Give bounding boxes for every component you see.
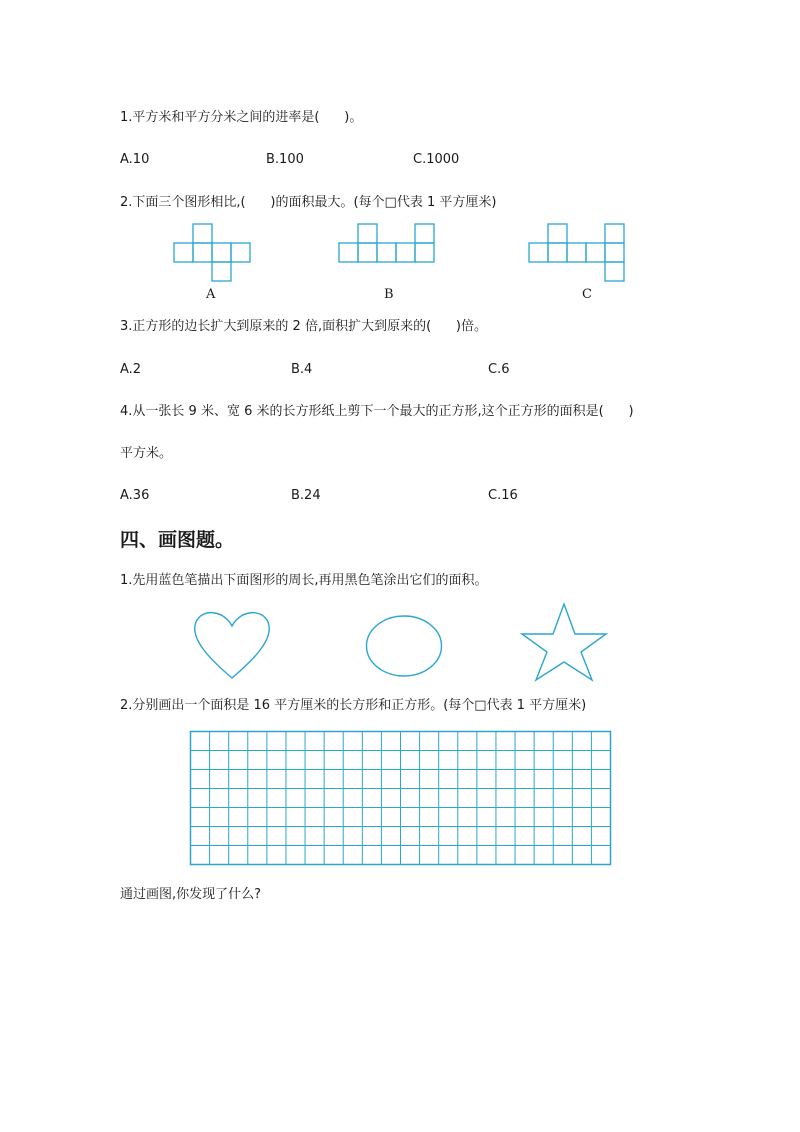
q4-text-line1: 4.从一张长 9 米、宽 6 米的长方形纸上剪下一个最大的正方形,这个正方形的面积是( ) (120, 404, 634, 419)
d1-text: 1.先用蓝色笔描出下面图形的周长,再用黑色笔涂出它们的面积。 (120, 573, 488, 588)
q3-option-c: C.6 (488, 362, 510, 377)
figure-a-label: A (206, 287, 216, 302)
d2-text: 2.分别画出一个面积是 16 平方厘米的长方形和正方形。(每个□代表 1 平方厘米) (120, 698, 587, 713)
figure-a (174, 224, 254, 284)
q4-text-line2: 平方米。 (120, 446, 173, 461)
q4-option-c: C.16 (488, 488, 518, 503)
q3-option-a: A.2 (120, 362, 142, 377)
q3-option-b: B.4 (291, 362, 313, 377)
q4-option-b: B.24 (291, 488, 321, 503)
q1-option-b: B.100 (266, 152, 304, 167)
square-grid (190, 731, 612, 866)
ellipse-shape (365, 615, 445, 679)
q4-option-a: A.36 (120, 488, 150, 503)
figure-c-label: C (582, 287, 592, 302)
figure-b (339, 224, 439, 266)
q1-option-c: C.1000 (413, 152, 460, 167)
figure-b-label: B (384, 287, 394, 302)
q1-text: 1.平方米和平方分米之间的进率是( )。 (120, 110, 363, 125)
q2-text: 2.下面三个图形相比,( )的面积最大。(每个□代表 1 平方厘米) (120, 195, 497, 210)
figure-c (529, 224, 629, 284)
q3-text: 3.正方形的边长扩大到原来的 2 倍,面积扩大到原来的( )倍。 (120, 319, 488, 334)
heart-icon (192, 606, 276, 680)
q1-option-a: A.10 (120, 152, 150, 167)
section-title: 四、画图题。 (120, 529, 235, 551)
d3-text: 通过画图,你发现了什么? (120, 887, 262, 902)
star-icon (520, 602, 610, 682)
